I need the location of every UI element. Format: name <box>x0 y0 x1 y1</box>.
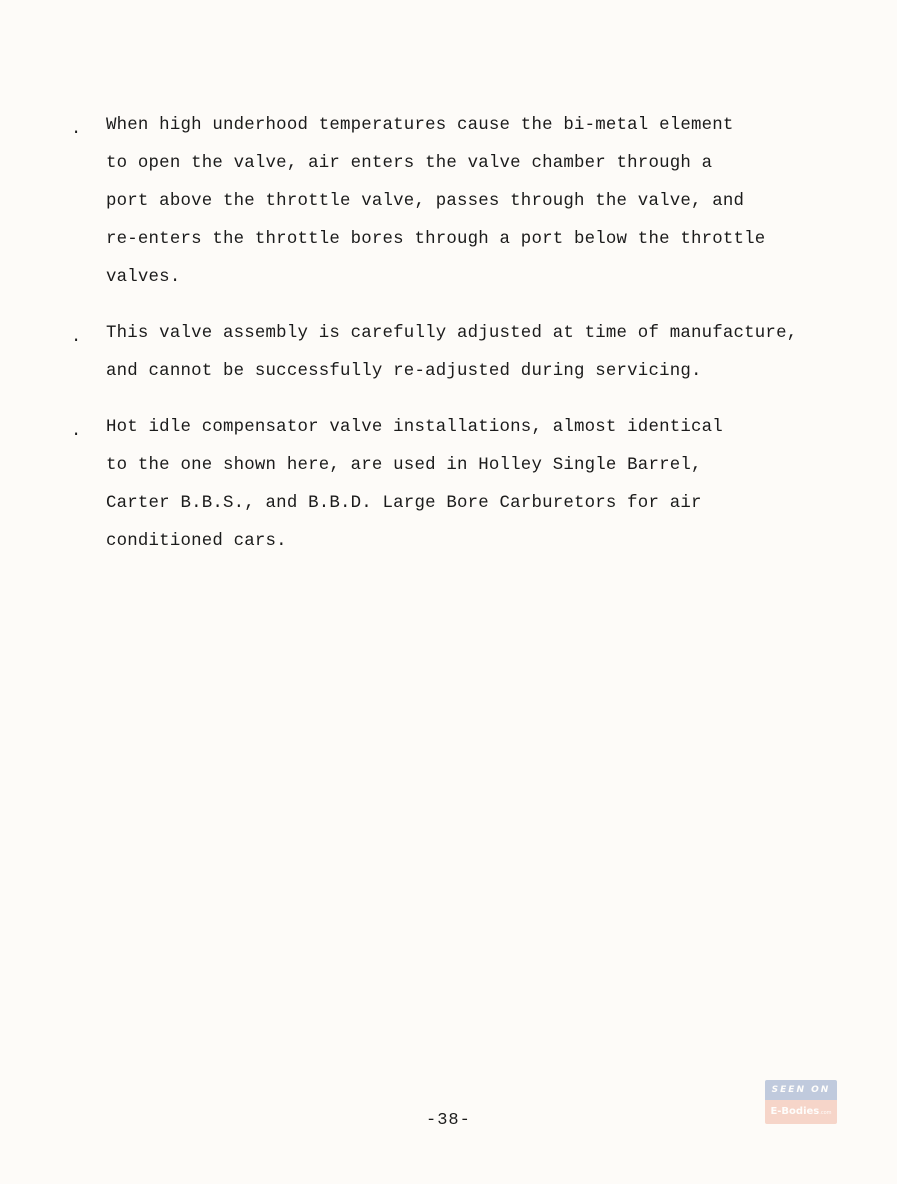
watermark-top: SEEN ON <box>765 1080 837 1100</box>
paragraph-line: re-enters the throttle bores through a port below the throttle <box>106 230 766 249</box>
paragraph-line: When high underhood temperatures cause the bi-metal element <box>106 116 734 135</box>
watermark-brand: E-Bodies <box>770 1106 820 1117</box>
paragraph-line: valves. <box>106 268 181 287</box>
watermark-logo <box>765 1080 837 1124</box>
paragraph-line: to open the valve, air enters the valve chamber through a <box>106 154 713 173</box>
bullet-paragraph-1 <box>60 107 880 297</box>
paragraph-line: Carter B.B.S., and B.B.D. Large Bore Carburetors for air <box>106 494 702 513</box>
bullet-paragraph-2 <box>60 315 880 391</box>
page-number: -38- <box>426 1111 471 1130</box>
watermark-bottom <box>765 1100 837 1124</box>
paragraph-line: conditioned cars. <box>106 532 287 551</box>
paragraph-line: Hot idle compensator valve installations, almost identical <box>106 418 723 437</box>
paragraph-line: This valve assembly is carefully adjusted at time of manufacture, <box>106 324 798 343</box>
bullet-marker: . <box>71 422 82 441</box>
watermark-suffix: .com <box>819 1110 832 1116</box>
bullet-paragraph-3 <box>60 409 880 561</box>
paragraph-line: and cannot be successfully re-adjusted during servicing. <box>106 362 702 381</box>
paragraph-line: to the one shown here, are used in Holley Single Barrel, <box>106 456 702 475</box>
paragraph-line: port above the throttle valve, passes through the valve, and <box>106 192 745 211</box>
bullet-marker: . <box>71 328 82 347</box>
bullet-marker: . <box>71 120 82 139</box>
